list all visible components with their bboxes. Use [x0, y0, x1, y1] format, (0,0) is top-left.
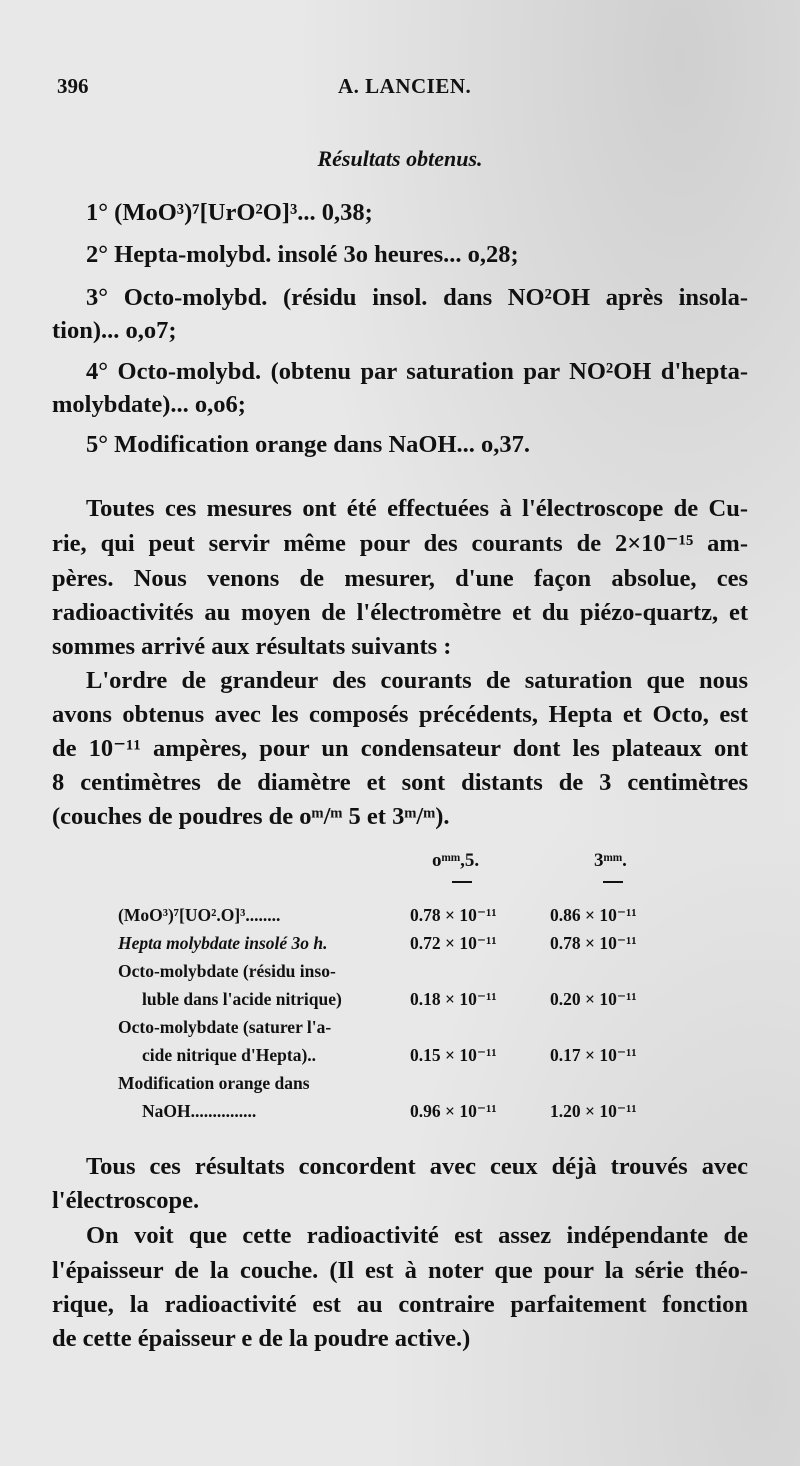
- paragraph1-line-4: radioactivités au moyen de l'électromètre et du piézo-quartz, et: [52, 599, 748, 626]
- paragraph1-line-1: Toutes ces mesures ont été effectuées à l'électroscope de Cu-: [86, 495, 748, 522]
- table-cell-3mm: 0.86 × 10⁻¹¹: [550, 905, 637, 925]
- table-row-label: Octo-molybdate (résidu inso-: [118, 961, 336, 981]
- running-header-author: A. LANCIEN.: [338, 74, 472, 98]
- table-cell-3mm: 0.17 × 10⁻¹¹: [550, 1045, 637, 1065]
- result-line-4: 4° Octo-molybd. (obtenu par saturation par NO²OH d'hepta-: [86, 358, 748, 385]
- table-row-label: NaOH...............: [142, 1101, 257, 1121]
- paragraph2-line-3: de 10⁻¹¹ ampères, pour un condensateur dont les plateaux ont: [52, 735, 748, 762]
- result-line-3: 3° Octo-molybd. (résidu insol. dans NO²OH après insola-: [86, 284, 748, 311]
- paragraph4-line-2: l'épaisseur de la couche. (Il est à noter que pour la série théo-: [52, 1257, 748, 1284]
- table-cell-3mm: 0.20 × 10⁻¹¹: [550, 989, 637, 1009]
- paragraph4-line-4: de cette épaisseur e de la poudre active.): [52, 1325, 471, 1352]
- result-line-1: 1° (MoO³)⁷[UrO²O]³... 0,38;: [86, 199, 373, 226]
- table-cell-0.5mm: 0.96 × 10⁻¹¹: [410, 1101, 497, 1121]
- table-row-label: Hepta molybdate insolé 3o h.: [118, 933, 328, 953]
- table-cell-3mm: 0.78 × 10⁻¹¹: [550, 933, 637, 953]
- paragraph1-line-5: sommes arrivé aux résultats suivants :: [52, 633, 452, 660]
- paragraph4-line-3: rique, la radioactivité est au contraire parfaitement fonction: [52, 1291, 748, 1318]
- paragraph1-line-3: pères. Nous venons de mesurer, d'une façon absolue, ces: [52, 565, 748, 592]
- table-cell-0.5mm: 0.78 × 10⁻¹¹: [410, 905, 497, 925]
- table-col1-header: oᵐᵐ,5.: [432, 850, 480, 871]
- table-row-label: Modification orange dans: [118, 1073, 310, 1093]
- paragraph2-line-1: L'ordre de grandeur des courants de saturation que nous: [86, 667, 748, 694]
- paragraph1-line-2: rie, qui peut servir même pour des courants de 2×10⁻¹⁵ am-: [52, 530, 748, 557]
- table-row-label: cide nitrique d'Hepta)..: [142, 1045, 317, 1065]
- section-title: Résultats obtenus.: [317, 146, 483, 171]
- paragraph2-line-4: 8 centimètres de diamètre et sont distants de 3 centimètres: [52, 769, 748, 796]
- table-row-label: Octo-molybdate (saturer l'a-: [118, 1017, 332, 1037]
- paragraph2-line-5: (couches de poudres de oᵐ/ᵐ 5 et 3ᵐ/ᵐ).: [52, 803, 450, 830]
- table-cell-0.5mm: 0.15 × 10⁻¹¹: [410, 1045, 497, 1065]
- result-line-4-cont: molybdate)... o,o6;: [52, 391, 246, 418]
- paragraph3-line-1: Tous ces résultats concordent avec ceux déjà trouvés avec: [86, 1153, 748, 1180]
- result-line-5: 5° Modification orange dans NaOH... o,37.: [86, 431, 531, 458]
- table-col2-rule: [603, 881, 623, 883]
- result-line-3-cont: tion)... o,o7;: [52, 317, 177, 344]
- page-number: 396: [57, 74, 89, 98]
- result-line-2: 2° Hepta-molybd. insolé 3o heures... o,28;: [86, 241, 519, 268]
- table-row-label: (MoO³)⁷[UO².O]³........: [118, 905, 281, 925]
- table-cell-3mm: 1.20 × 10⁻¹¹: [550, 1101, 637, 1121]
- paragraph2-line-2: avons obtenus avec les composés précédents, Hepta et Octo, est: [52, 701, 748, 728]
- paragraph3-line-2: l'électroscope.: [52, 1187, 200, 1214]
- table-row-label: luble dans l'acide nitrique): [142, 989, 342, 1009]
- table-col1-rule: [452, 881, 472, 883]
- table-cell-0.5mm: 0.18 × 10⁻¹¹: [410, 989, 497, 1009]
- paragraph4-line-1: On voit que cette radioactivité est assez indépendante de: [86, 1222, 748, 1249]
- table-col2-header: 3ᵐᵐ.: [594, 850, 627, 871]
- table-cell-0.5mm: 0.72 × 10⁻¹¹: [410, 933, 497, 953]
